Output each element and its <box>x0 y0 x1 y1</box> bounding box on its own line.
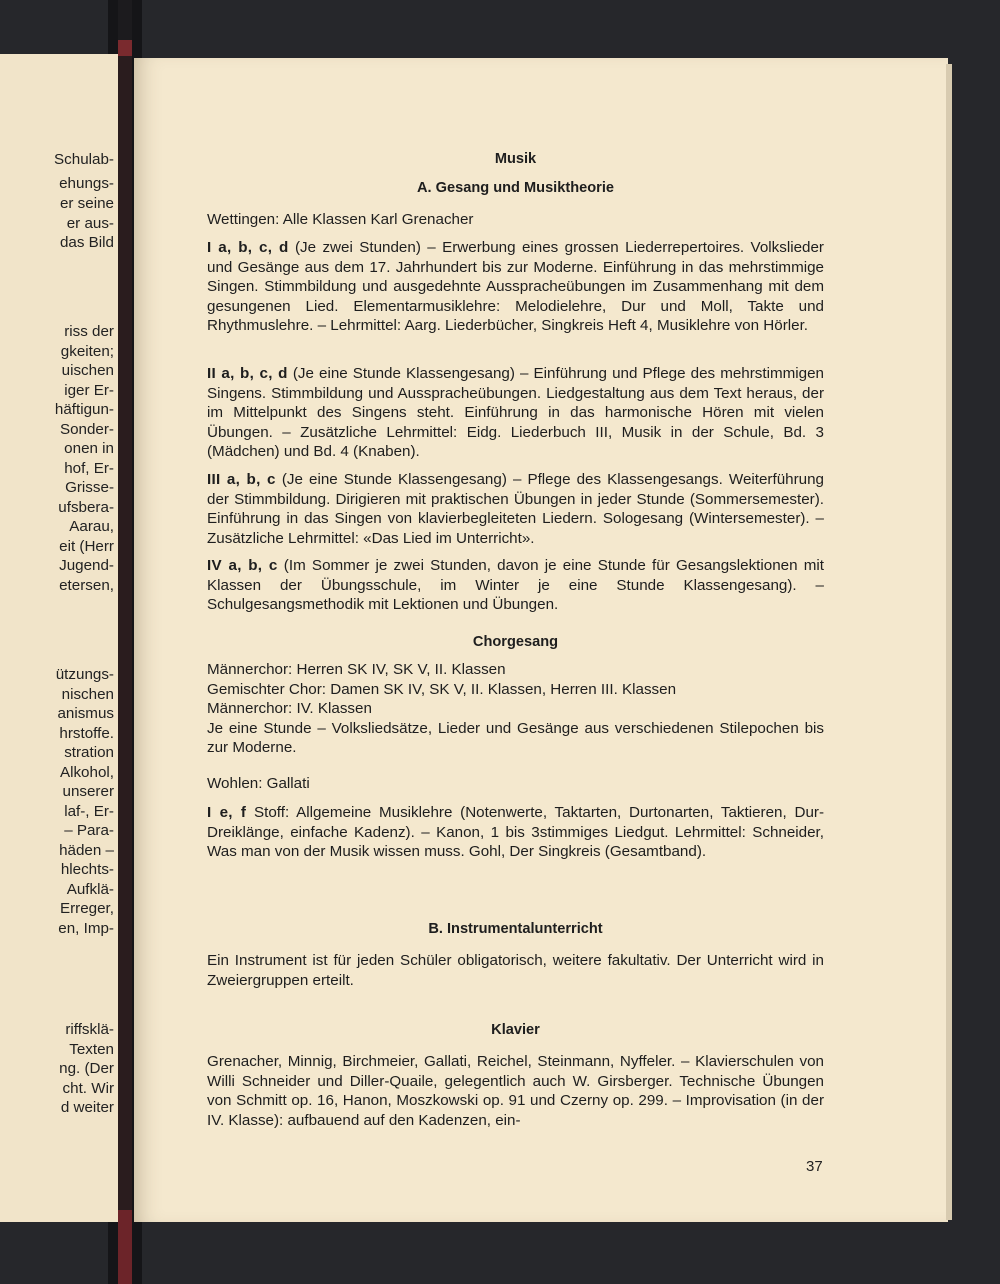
left-page-line: ehungs- <box>59 175 114 192</box>
left-page-line: stration <box>64 744 114 761</box>
class-block-3-text <box>207 470 824 548</box>
instrument-text: Ein Instrument ist für jeden Schüler obligatorisch, weitere fakultativ. Der Unterricht wird in Zweiergruppen erteilt. <box>207 952 824 989</box>
left-page-line: ng. (Der <box>59 1060 114 1077</box>
class-block-1 <box>207 238 824 336</box>
left-page-line: hof, Er- <box>64 460 114 477</box>
spine-binding <box>118 0 132 1284</box>
left-page-line: unserer <box>62 783 114 800</box>
instrument-block <box>207 951 824 990</box>
left-page-line: uischen <box>61 362 114 379</box>
left-page-line: Sonder- <box>59 421 114 438</box>
class-description: (Je zwei Stunden) – Erwerbung eines grossen Liederrepertoires. Volkslieder und Gesänge aus dem 17. Jahrhundert bis zur Moderne. Einführung in das mehrstimmige Singen. Stimmbildung und ausgedehnte Ausspracheübungen im Zusammenhang mit dem gesungenen Lied. Elementarmusiklehre: Melodielehre, Dur und Moll, Takte und Rhythmuslehre. – Lehrmittel: Aarg. Liederbücher, Singkreis Heft 4, Musiklehre von Hörler. <box>207 239 824 335</box>
left-page-line: anismus <box>57 705 114 722</box>
left-page-line: riffsklä- <box>65 1021 114 1038</box>
chor-line: Männerchor: Herren SK IV, SK V, II. Klassen <box>207 661 506 678</box>
class-label: III a, b, c <box>207 471 276 488</box>
left-page-line: en, Imp- <box>58 920 114 937</box>
left-page-line: das Bild <box>59 234 114 251</box>
section-heading-klavier: Klavier <box>491 1022 540 1038</box>
left-page-line: cht. Wir <box>62 1080 114 1097</box>
left-page-line: d weiter <box>60 1099 114 1116</box>
left-page-line: hrstoffe. <box>59 725 114 742</box>
class-label: II a, b, c, d <box>207 365 288 382</box>
left-page-line: onen in <box>64 440 114 457</box>
class-description: (Im Sommer je zwei Stunden, davon je eine Stunde für Gesangslektionen mit Klassen der Übungsschule, im Winter je eine Stunde Klassengesang). – Schulgesangsmethodik mit Lektionen und Übungen. <box>207 557 824 614</box>
location-wohlen <box>207 774 824 794</box>
left-page-line: nischen <box>61 686 114 703</box>
left-page-line: etersen, <box>59 577 114 594</box>
wettingen-line: Wettingen: Alle Klassen Karl Grenacher <box>207 211 474 228</box>
left-page-line: häftigun- <box>54 401 114 418</box>
class-label: I e, f <box>207 804 247 821</box>
class-block-5-text <box>207 803 824 862</box>
left-page-line: Aufklä- <box>66 881 114 898</box>
klavier-text: Grenacher, Minnig, Birchmeier, Gallati, Reichel, Steinmann, Nyffeler. – Klavierschulen von Willi Schneider und Diller-Quaile, gelegentlich auch W. Girsberger. Technische Übungen von Schmitt op. 16, Hanon, Moszkowski op. 91 und Czerny op. 299. – Improvisation (in der IV. Klasse): aufbauend auf den Kadenzen, ein- <box>207 1053 824 1129</box>
left-page-line: er seine <box>59 195 114 212</box>
section-heading-a: A. Gesang und Musiktheorie <box>416 180 615 196</box>
left-page-line: er aus- <box>66 215 114 232</box>
left-page-line: Alkohol, <box>59 764 114 781</box>
class-block-1-text <box>207 238 824 336</box>
page-title: Musik <box>494 151 537 167</box>
left-page-line: Jugend- <box>59 557 114 574</box>
chor-line: Männerchor: IV. Klassen <box>207 700 372 718</box>
section-heading-b: B. Instrumentalunterricht <box>428 921 603 937</box>
class-block-4 <box>207 556 824 615</box>
chorgesang-block <box>207 660 824 758</box>
class-block-2-text <box>207 364 824 462</box>
left-page-line: Schulab- <box>54 151 114 168</box>
chor-line: Gemischter Chor: Damen SK IV, SK V, II. Klassen, Herren III. Klassen <box>207 680 677 698</box>
class-block-2 <box>207 364 824 462</box>
class-block-3 <box>207 470 824 548</box>
page-edge <box>946 64 952 1220</box>
wohlen-line: Wohlen: Gallati <box>207 775 310 792</box>
location-wettingen <box>207 210 824 230</box>
left-page-line: Grisse- <box>65 479 114 496</box>
klavier-block <box>207 1052 824 1130</box>
left-page-line: ützungs- <box>55 666 114 683</box>
left-page-line: – Para- <box>64 822 114 839</box>
left-page-line: Erreger, <box>59 900 114 917</box>
class-block-5 <box>207 803 824 862</box>
class-label: I a, b, c, d <box>207 239 289 256</box>
left-page-line: gkeiten; <box>60 343 114 360</box>
section-heading-chorgesang: Chorgesang <box>472 634 559 650</box>
class-description: (Je eine Stunde Klassengesang) – Einführung und Pflege des mehrstimmigen Singens. Stimmbildung und Ausspracheübungen. Liedgestaltung aus dem Text heraus, der im Mittelpunkt des Singens steht. Einführung in das harmonische Hören mit vielen Übungen. – Zusätzliche Lehrmittel: Eidg. Liederbuch III, Musik in der Schule, Bd. 3 (Mädchen) und Bd. 4 (Knaben). <box>207 365 824 461</box>
class-label: IV a, b, c <box>207 557 278 574</box>
left-page <box>0 54 118 1222</box>
left-page-line: häden – <box>59 842 114 859</box>
class-block-4-text <box>207 556 824 615</box>
left-page-line: ufsbera- <box>58 499 114 516</box>
left-page-line: Texten <box>69 1041 114 1058</box>
left-page-line: Aarau, <box>69 518 114 535</box>
page-number: 37 <box>806 1158 823 1175</box>
left-page-line: hlechts- <box>60 861 114 878</box>
class-description: (Je eine Stunde Klassengesang) – Pflege des Klassengesangs. Weiterführung der Stimmbildung. Dirigieren mit praktischen Übungen in jeder Stunde (Sommersemester). Einführung in das Singen von klavierbegleiteten Liedern. Sologesang (Wintersemester). – Zusätzliche Lehrmittel: «Das Lied im Unterricht». <box>207 471 824 547</box>
class-description: Stoff: Allgemeine Musiklehre (Notenwerte, Taktarten, Durtonarten, Taktieren, Dur-Dreiklänge, einfache Kadenz). – Kanon, 1 bis 3stimmiges Liedgut. Lehrmittel: Schneider, Was man von der Musik wissen muss. Gohl, Der Singkreis (Gesamtband). <box>207 804 825 861</box>
left-page-line: iger Er- <box>64 382 114 399</box>
chor-description: Je eine Stunde – Volksliedsätze, Lieder und Gesänge aus verschiedenen Stilepochen bis zur Moderne. <box>207 719 824 757</box>
left-page-line: laf-, Er- <box>64 803 114 820</box>
left-page-line: riss der <box>64 323 114 340</box>
left-page-line: eit (Herr <box>59 538 114 555</box>
